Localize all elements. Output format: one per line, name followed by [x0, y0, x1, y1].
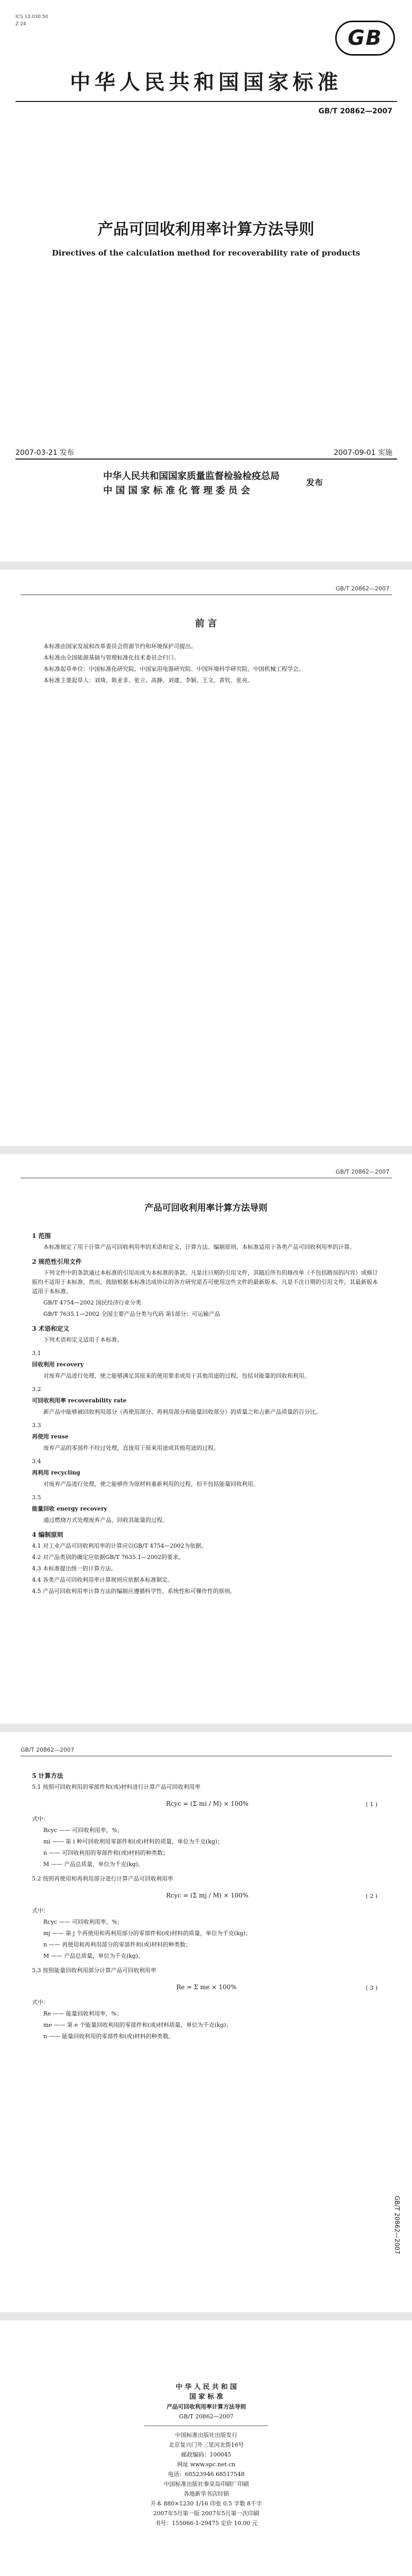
- variable-def: M —— 产品总质量，单位为千克(kg)。: [43, 1861, 144, 1868]
- variable-def: mi —— 第 i 种可回收利用零部件和(或)材料的质量，单位为千克(kg)；: [43, 1838, 223, 1845]
- issuer-2: 中 国 国 家 标 准 化 管 理 委 员 会: [103, 485, 250, 496]
- formula-3: Re = Σ me × 100%: [176, 1984, 237, 1991]
- cover-national-title: 中华人民共和国国家标准: [70, 70, 342, 94]
- principle-item: 4.2 对产品类别的确定应依据GB/T 7635.1—2002的要求。: [32, 1554, 184, 1561]
- formula-3-number: ( 3 ): [366, 1985, 377, 1991]
- section-2-title: 2 规范性引用文件: [32, 1258, 82, 1265]
- cover-std-no: GB/T 20862—2007: [318, 107, 392, 115]
- preface-para: 本标准由全国能源基础与管理标准化技术委员会归口。: [43, 654, 179, 661]
- variable-def: mj —— 第 j 个再使用和再利用部分的零部件和(或)材料的质量，单位为千克(kg)；: [43, 1930, 252, 1937]
- preface-text: [32, 642, 383, 687]
- where-label: 式中：: [32, 1816, 49, 1822]
- variable-def: Rcyc —— 可回收利用率，%；: [43, 1827, 123, 1834]
- term-no: 3.2: [32, 1386, 41, 1393]
- colophon-block: [129, 2382, 284, 2528]
- colophon-line: 北京复兴门外三里河北街16号: [169, 2442, 244, 2448]
- section-3-title: 3 术语和定义: [32, 1325, 70, 1332]
- colophon-line: 中国标准出版社出版发行: [175, 2432, 238, 2438]
- section-1-text: 本标准规定了用于计算产品可回收利用率的术语和定义、计算方法、编制原则。本标准适用于各类产品可回收利用率的计算。: [43, 1244, 355, 1250]
- variable-def: Rcyc —— 可回收利用率，%；: [43, 1919, 123, 1925]
- section-2-text: 下列文件中的条款通过本标准的引用而成为本标准的条款。凡是注日期的引用文件，其随后所有的修改单（不包括勘误的内容）或修订版均不适用于本标准，然而，鼓励根据本标准达成协议的各方研究是否可使用这些文件的最新版本。凡是不注日期的引用文件，其最新版本适用于本标准。: [32, 1269, 378, 1295]
- ics-code: ICS 13.030.50: [15, 14, 48, 20]
- variable-def: Re —— 能量回收利用率，%；: [43, 2010, 123, 2017]
- spine-std-no: GB/T 20862—2007: [393, 2196, 401, 2255]
- principle-item: 4.4 各类产品可回收利用率计算规则应依据本标准制定。: [32, 1577, 173, 1583]
- section-3-intro: 下列术语和定义适用于本标准。: [43, 1336, 123, 1343]
- formula-2: Rcyc = (Σ mj / M) × 100%: [166, 1892, 249, 1899]
- term-def: 废弃产品的零部件不经过处理，直接用于原来用途或其他用途的过程。: [43, 1445, 219, 1451]
- colophon-line: 中 华 人 民 共 和 国: [175, 2383, 237, 2391]
- term-no: 3.1: [32, 1350, 41, 1357]
- cover-page: [0, 0, 412, 562]
- principle-item: 4.3 本标准提出统一的计算方法。: [32, 1565, 117, 1572]
- body-title: 产品可回收利用率计算方法导则: [144, 1203, 268, 1213]
- section-5-title: 5 计算方法: [32, 1772, 63, 1780]
- preface-para: 本标准由国家发展和改革委员会资源节约和环境保护司提出。: [43, 643, 196, 650]
- colophon-page: [0, 2320, 412, 2576]
- variable-def: M —— 产品总质量，单位为千克(kg)。: [43, 1953, 144, 1959]
- cover-doc-title-en: Directives of the calculation method for recoverability rate of products: [52, 248, 360, 258]
- calc-std-no: GB/T 20862—2007: [21, 1747, 74, 1753]
- colophon-line: 产品可回收利用率计算方法导则: [167, 2403, 246, 2410]
- variable-def: n —— 可回收利用的零部件和(或)材料的种类数；: [43, 1850, 169, 1856]
- term-def: 对废弃产品进行处理，使之能够满足其原来的使用要求或用于其他用途的过程，包括对能量的回收和利用。: [43, 1372, 310, 1379]
- gb-logo: [335, 21, 395, 56]
- issue-date: 2007-03-21 发布: [15, 449, 74, 457]
- term-def: 通过燃烧方式处理废弃产品，回收其能量的过程。: [43, 1517, 168, 1523]
- preface-std-no: GB/T 20862—2007: [336, 585, 389, 592]
- issuer-1: 中华人民共和国国家质量监督检验检疫总局: [103, 471, 279, 482]
- colophon-line: 电话：68523946 68517548: [168, 2471, 245, 2478]
- issuer-suffix: 发布: [306, 478, 323, 487]
- formula-1-number: ( 1 ): [366, 1801, 377, 1808]
- where-label: 式中：: [32, 1907, 49, 1914]
- body-page: [0, 1154, 412, 1724]
- colophon-line: 书号：155066·1-29475 定价 10.00 元: [155, 2520, 258, 2527]
- term-no: 3.3: [32, 1422, 41, 1429]
- colophon-line: 各地新华书店经销: [184, 2490, 229, 2497]
- where-label: 式中：: [32, 1999, 49, 2006]
- term-name: 再利用 recycling: [32, 1469, 80, 1476]
- section-4-title: 4 编制原则: [32, 1531, 63, 1538]
- term-name: 可回收利用率 recoverability rate: [32, 1397, 127, 1404]
- gb-logo-text: GB: [348, 26, 383, 50]
- clause-5-3: 5.3 按照能量回收利用部分计算产品可回收利用率: [32, 1967, 156, 1974]
- principle-item: 4.1 对工业产品可回收利用率的计算应以GB/T 4754—2002为依据。: [32, 1543, 207, 1549]
- colophon-line: 开本 880×1230 1/16 印张 0.5 字数 8千字: [150, 2500, 262, 2507]
- variable-def: n —— 再使用和再利用部分的零部件和(或)材料的种类数；: [43, 1941, 191, 1948]
- ccs-code: Z 24: [15, 22, 26, 27]
- colophon-line: GB/T 20862—2007: [179, 2413, 234, 2420]
- calc-text: [32, 1766, 383, 2043]
- term-no: 3.5: [32, 1494, 41, 1501]
- variable-def: n —— 能量回收利用的零部件和(或)材料的种类数。: [43, 2033, 174, 2040]
- clause-5-2: 5.2 按照再使用和再利用部分进行计算产品可回收利用率: [32, 1875, 173, 1882]
- variable-def: me —— 第 e 个能量回收利用的零部件和(或)材料质量，单位为千克(kg)；: [43, 2022, 232, 2028]
- term-name: 回收利用 recovery: [32, 1361, 84, 1368]
- principle-item: 4.5 产品可回收利用率计算方法的编制应遵循科学性、系统性和可操作性的原则。: [32, 1588, 236, 1595]
- colophon-line: 邮政编码：100045: [181, 2451, 232, 2458]
- colophon-line: 中国标准出版社秦皇岛印刷厂印刷: [163, 2481, 249, 2487]
- reference-1: GB/T 4754—2002 国民经济行业分类: [43, 1299, 141, 1306]
- colophon-line: 国 家 标 准: [189, 2393, 223, 2401]
- calc-page: [0, 1732, 412, 2312]
- colophon-line: 2007年5月第一版 2007年5月第一次印刷: [153, 2510, 259, 2517]
- impl-date: 2007-09-01 实施: [334, 449, 392, 457]
- preface-page: [0, 570, 412, 1146]
- colophon-line: 网址 www.spc.net.cn: [177, 2461, 236, 2468]
- reference-2: GB/T 7635.1—2002 全国主要产品分类与代码 第1部分：可运输产品: [43, 1311, 220, 1317]
- body-std-no: GB/T 20862—2007: [336, 1168, 389, 1175]
- term-name: 再使用 reuse: [32, 1433, 69, 1440]
- term-def: 新产品中能够被回收利用部分（再使用部分、再利用部分和能量回收部分）的质量之和占新产品质量的百分比。: [43, 1409, 321, 1415]
- section-1-title: 1 范围: [32, 1232, 51, 1240]
- term-def: 对废弃产品进行处理，使之能够作为原材料重新利用的过程，但不包括能量回收利用。: [43, 1481, 259, 1487]
- preface-para: 本标准起草单位：中国标准化研究院、中国家用电器研究院、中国环境科学研究院、中国机械工程学会。: [43, 666, 304, 672]
- body-text: [32, 1226, 383, 1598]
- cover-doc-title: 产品可回收利用率计算方法导则: [97, 221, 315, 239]
- clause-5-1: 5.1 按照可回收利用的零部件和(或)材料进行计算产品可回收利用率: [32, 1784, 201, 1790]
- term-name: 能量回收 energy recovery: [32, 1505, 107, 1512]
- formula-1: Rcyc = (Σ mi / M) × 100%: [166, 1800, 249, 1807]
- preface-para: 本标准主要起草人：刘琦、陈亚非、张立、高静、刘建、李颖、王文、黄钦、张亮。: [43, 677, 253, 684]
- preface-title: 前 言: [195, 618, 217, 629]
- formula-2-number: ( 2 ): [366, 1893, 377, 1900]
- term-no: 3.4: [32, 1458, 41, 1465]
